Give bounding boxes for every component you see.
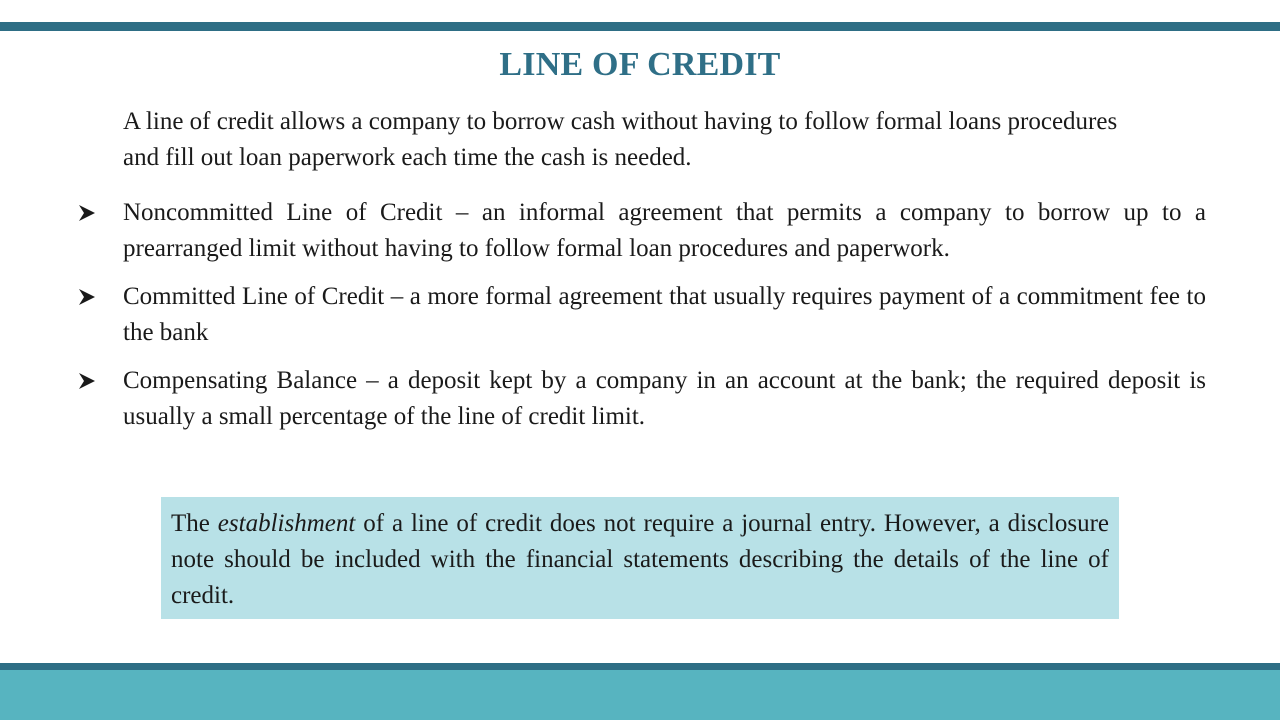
bullet-list xyxy=(76,195,1206,447)
bullet-text: Compensating Balance – a deposit kept by a company in an account at the bank; the required deposit is usually a small percentage of the line of credit limit. xyxy=(123,367,1206,430)
arrowhead-bullet-icon xyxy=(78,363,98,399)
note-emphasis: establishment xyxy=(217,510,356,537)
intro-paragraph: A line of credit allows a company to borrow cash without having to follow formal loans procedures and fill out loan paperwork each time the cash is needed. xyxy=(123,108,1118,171)
note-text xyxy=(171,506,1109,614)
slide-title: LINE OF CREDIT xyxy=(499,46,781,83)
bottom-accent-line xyxy=(0,663,1280,670)
bullet-text: Committed Line of Credit – a more formal agreement that usually requires payment of a commitment fee to the bank xyxy=(123,283,1206,346)
bullet-item-committed xyxy=(76,279,1206,351)
note-prefix: The xyxy=(171,510,210,537)
arrowhead-bullet-icon xyxy=(78,195,98,231)
bullet-item-noncommitted xyxy=(76,195,1206,267)
bullet-item-compensating xyxy=(76,363,1206,435)
journal-entry-note-box xyxy=(161,497,1119,619)
note-suffix: of a line of credit does not require a journal entry. However, a disclosure note should be included with the financial statements describing the details of the line of credit. xyxy=(171,510,1110,609)
arrowhead-bullet-icon xyxy=(78,279,98,315)
top-accent-bar xyxy=(0,22,1280,31)
bullet-text: Noncommitted Line of Credit – an informal agreement that permits a company to borrow up to a prearranged limit without having to follow formal loan procedures and paperwork. xyxy=(123,199,1206,262)
bottom-accent-band xyxy=(0,670,1280,720)
